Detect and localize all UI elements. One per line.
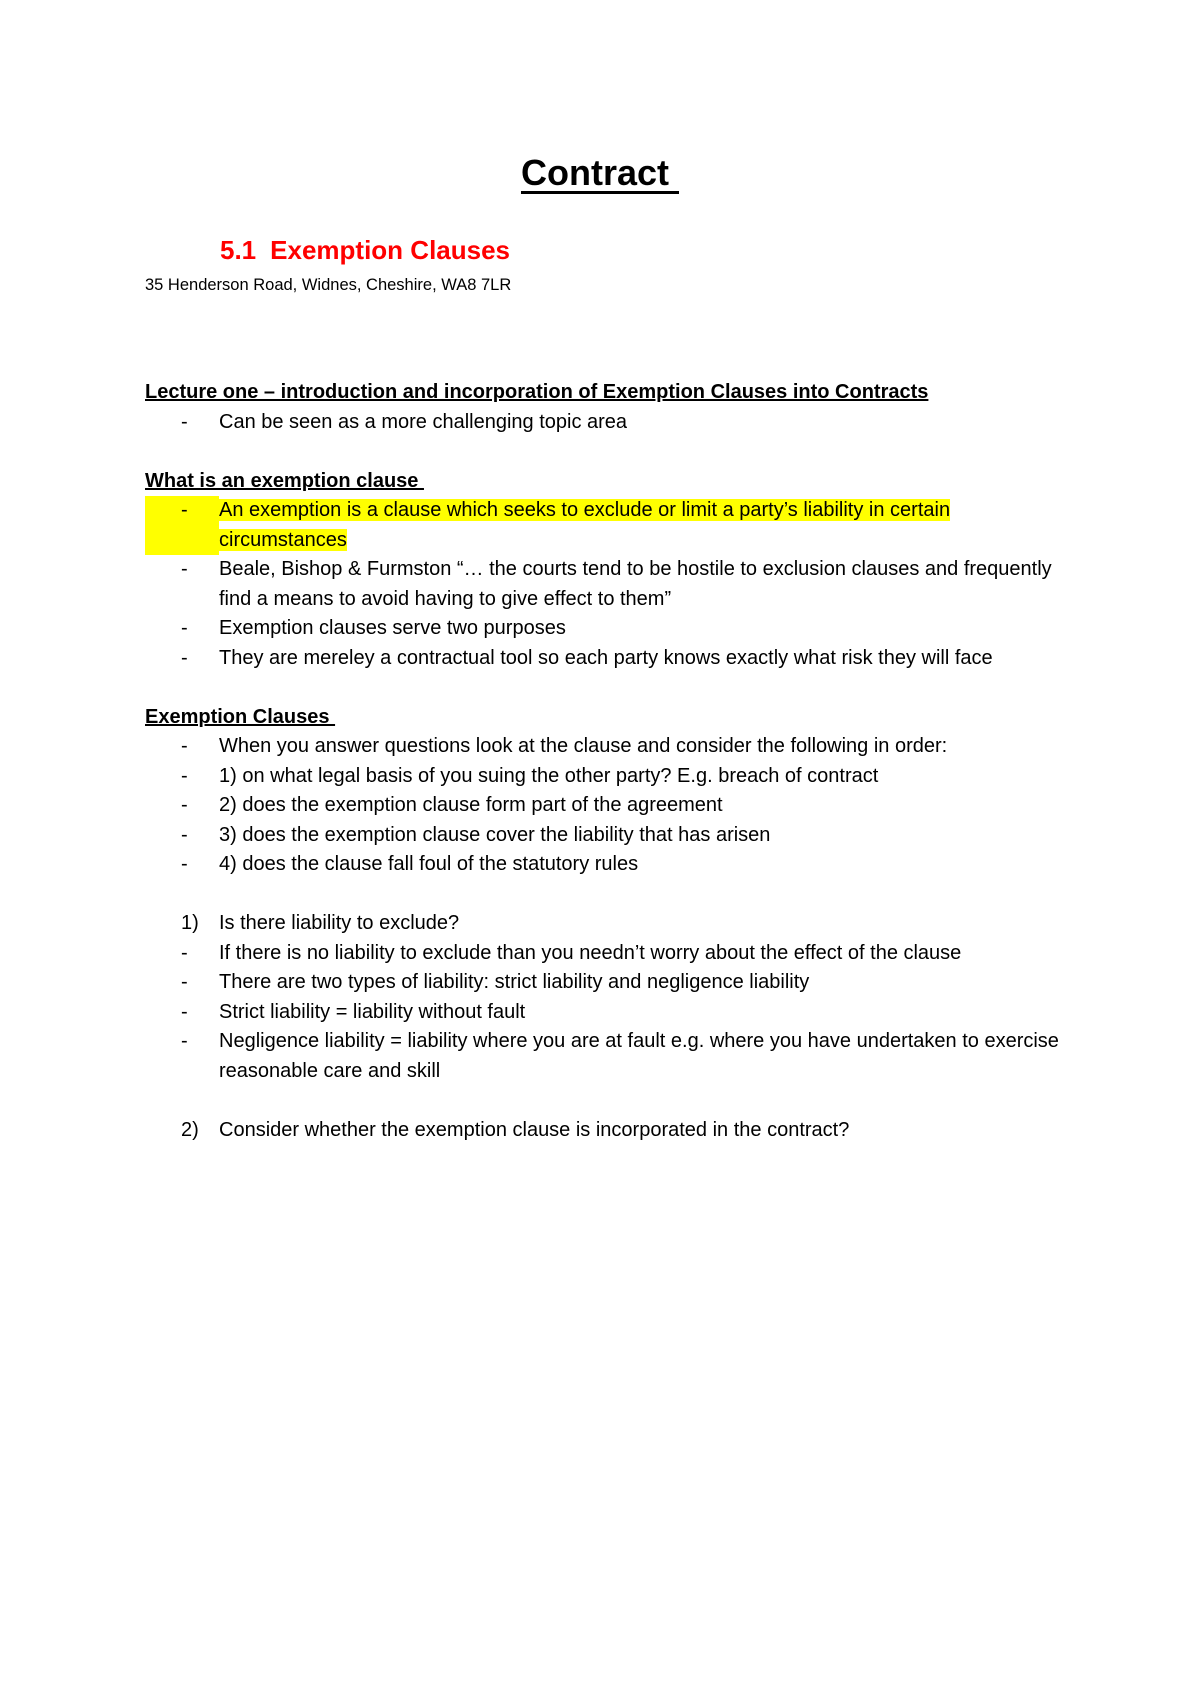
list-item-text: 1) on what legal basis of you suing the other party? E.g. breach of contract — [219, 764, 879, 787]
list-item — [145, 791, 1065, 821]
bullet-marker: - — [181, 764, 188, 787]
number-marker: 1) — [181, 912, 199, 934]
list-item-text: There are two types of liability: strict liability and negligence liability — [219, 971, 810, 993]
list-item-text: 3) does the exemption clause cover the liability that has arisen — [219, 823, 771, 846]
bullet-marker: - — [181, 1000, 188, 1023]
list-item-text: 4) does the clause fall foul of the statutory rules — [219, 853, 639, 875]
list-item-text: An exemption is a clause which seeks to exclude or limit a party’s liability in certain circumstances — [219, 499, 951, 551]
bullet-marker: - — [181, 941, 188, 964]
list-item — [145, 555, 1065, 614]
bullet-marker: - — [181, 558, 188, 580]
list-item-text: When you answer questions look at the clause and consider the following in order: — [219, 735, 948, 757]
bullet-marker: - — [145, 496, 219, 555]
bullet-marker: - — [181, 410, 188, 433]
bullet-marker: - — [181, 971, 188, 993]
list-item — [145, 968, 1065, 998]
section-heading — [220, 235, 510, 266]
list-item — [145, 614, 1065, 644]
section-number: 5.1 — [220, 235, 257, 265]
address-line: 35 Henderson Road, Widnes, Cheshire, WA8 7LR — [145, 276, 512, 294]
list-item-text: 2) does the exemption clause form part of the agreement — [219, 794, 723, 816]
highlighted-list-item — [145, 496, 1065, 555]
list-item-text: They are mereley a contractual tool so each party knows exactly what risk they will face — [219, 646, 993, 669]
list-item-text: Negligence liability = liability where you are at fault e.g. where you have undertaken to exercise reasonable care and skill — [219, 1030, 1059, 1082]
list-item-text: If there is no liability to exclude than you needn’t worry about the effect of the clause — [219, 941, 962, 964]
lecture-heading: Lecture one – introduction and incorporation of Exemption Clauses into Contracts — [145, 381, 929, 403]
incorporation-section — [145, 1116, 1065, 1146]
list-item — [145, 821, 1065, 851]
bullet-marker: - — [181, 617, 188, 639]
liability-section — [145, 909, 1065, 1086]
list-item-text: Strict liability = liability without fault — [219, 1000, 526, 1023]
document-title: Contract — [520, 152, 679, 193]
list-item — [145, 998, 1065, 1028]
numbered-item-text: Consider whether the exemption clause is incorporated in the contract? — [219, 1118, 850, 1141]
definition-section — [145, 467, 1065, 674]
notes-body — [145, 378, 1065, 1145]
definition-heading: What is an exemption clause — [145, 469, 424, 492]
numbered-item — [145, 909, 1065, 939]
list-item — [145, 732, 1065, 762]
number-marker: 2) — [181, 1118, 199, 1141]
numbered-item-text: Is there liability to exclude? — [219, 912, 460, 934]
bullet-marker: - — [181, 1030, 188, 1052]
bullet-marker: - — [181, 794, 188, 816]
section-title: Exemption Clauses — [270, 235, 511, 265]
list-item — [145, 1027, 1065, 1086]
list-item — [145, 850, 1065, 880]
bullet-marker: - — [181, 735, 188, 757]
list-item-text: Can be seen as a more challenging topic area — [219, 410, 628, 433]
list-item — [145, 408, 1065, 438]
lecture-section — [145, 378, 1065, 437]
numbered-item — [145, 1116, 1065, 1146]
bullet-marker: - — [181, 853, 188, 875]
list-item-text: Beale, Bishop & Furmston “… the courts tend to be hostile to exclusion clauses and frequently find a means to avoid having to give effect to them” — [219, 558, 1052, 610]
bullet-marker: - — [181, 823, 188, 846]
list-item — [145, 644, 1065, 674]
list-item-text: Exemption clauses serve two purposes — [219, 617, 566, 639]
list-item — [145, 762, 1065, 792]
bullet-marker: - — [181, 646, 188, 669]
exemption-clauses-section — [145, 703, 1065, 880]
exemption-clauses-heading: Exemption Clauses — [145, 705, 336, 728]
list-item — [145, 939, 1065, 969]
